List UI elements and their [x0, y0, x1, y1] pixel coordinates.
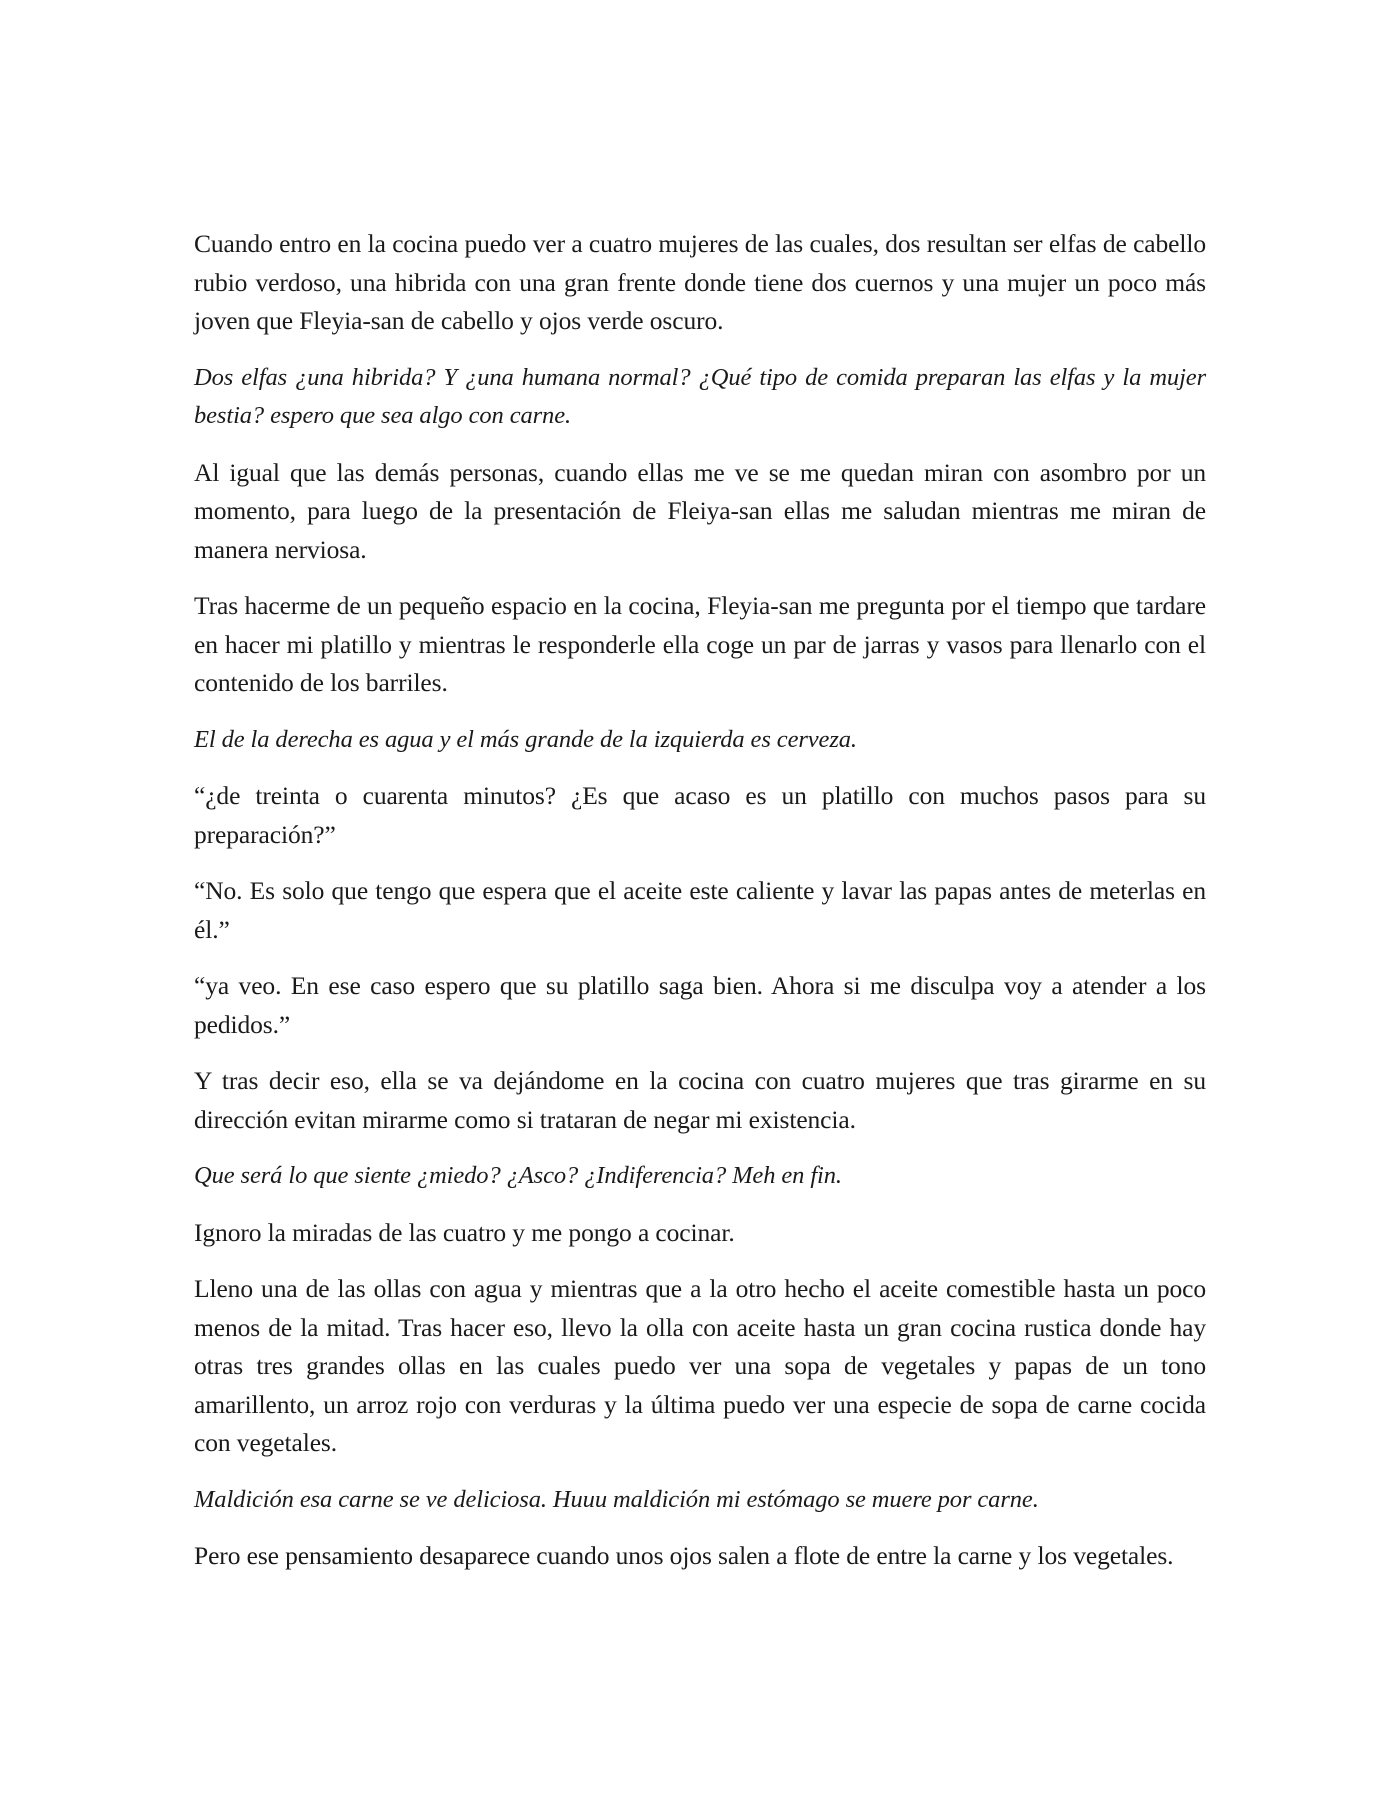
paragraph-9: Y tras decir eso, ella se va dejándome en la cocina con cuatro mujeres que tras girarme en su dirección evitan mirarme como si trataran de negar mi existencia. — [194, 1066, 1206, 1134]
paragraph-3: Al igual que las demás personas, cuando ellas me ve se me quedan miran con asombro por un momento, para luego de la presentación de Fleiya-san ellas me saludan mientras me miran de manera nerviosa. — [194, 457, 1206, 564]
paragraph-5-thought: El de la derecha es agua y el más grande de la izquierda es cerveza. — [194, 725, 857, 753]
paragraph-1: Cuando entro en la cocina puedo ver a cuatro mujeres de las cuales, dos resultan ser elfas de cabello rubio verdoso, una hibrida con una gran frente donde tiene dos cuernos y una mujer un poco más joven que Fleyia-san de cabello y ojos verde oscuro. — [194, 229, 1206, 335]
paragraph-10-thought: Que será lo que siente ¿miedo? ¿Asco? ¿Indiferencia? Meh en fin. — [194, 1162, 842, 1189]
document-page — [194, 225, 1206, 1594]
paragraph-6-dialogue: “¿de treinta o cuarenta minutos? ¿Es que acaso es un platillo con muchos pasos para su preparación?” — [194, 781, 1206, 849]
paragraph-14: Pero ese pensamiento desaparece cuando unos ojos salen a flote de entre la carne y los vegetales. — [194, 1541, 1174, 1570]
paragraph-13-thought: Maldición esa carne se ve deliciosa. Huuu maldición mi estómago se muere por carne. — [194, 1485, 1039, 1513]
paragraph-4: Tras hacerme de un pequeño espacio en la cocina, Fleyia-san me pregunta por el tiempo que tardare en hacer mi platillo y mientras le responderle ella coge un par de jarras y vasos para llenarlo con el contenido de los barriles. — [194, 591, 1206, 697]
paragraph-8-dialogue: “ya veo. En ese caso espero que su platillo saga bien. Ahora si me disculpa voy a atender a los pedidos.” — [194, 971, 1206, 1039]
paragraph-11: Ignoro la miradas de las cuatro y me pongo a cocinar. — [194, 1217, 735, 1247]
paragraph-2-thought: Dos elfas ¿una hibrida? Y ¿una humana normal? ¿Qué tipo de comida preparan las elfas y la mujer bestia? espero que sea algo con carne. — [194, 363, 1206, 429]
paragraph-7-dialogue: “No. Es solo que tengo que espera que el aceite este caliente y lavar las papas antes de meterlas en él.” — [194, 876, 1206, 944]
paragraph-12: Lleno una de las ollas con agua y mientras que a la otro hecho el aceite comestible hasta un poco menos de la mitad. Tras hacer eso, llevo la olla con aceite hasta un gran cocina rustica donde hay otras tres grandes ollas en las cuales puedo ver una sopa de vegetales y papas de un tono amarillento, un arroz rojo con verduras y la última puedo ver una especie de sopa de carne cocida con vegetales. — [194, 1274, 1206, 1457]
